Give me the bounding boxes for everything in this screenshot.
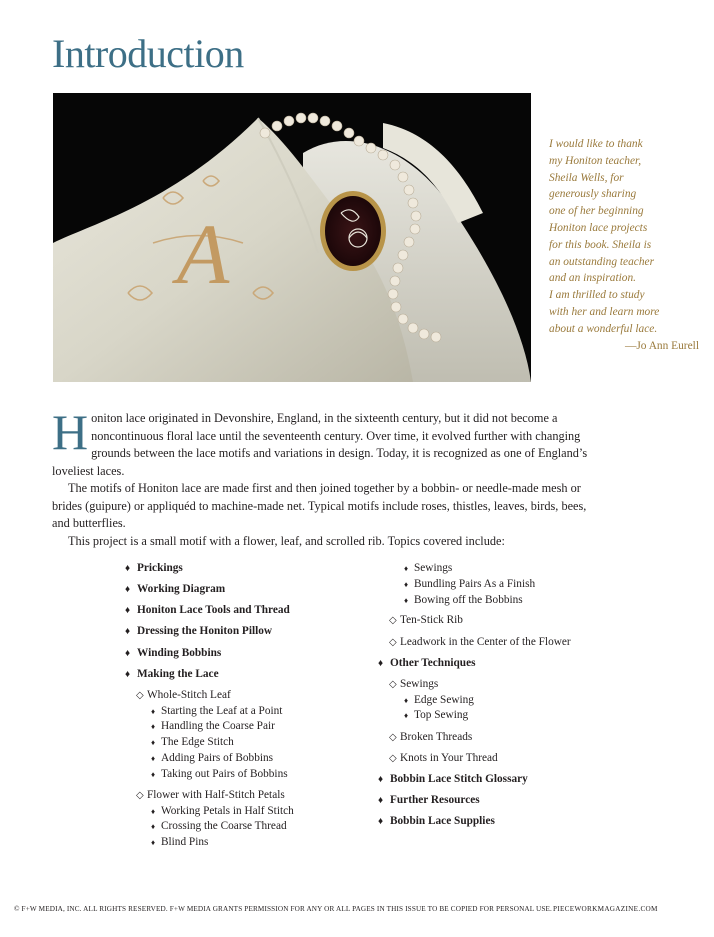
page-title: Introduction <box>52 31 244 76</box>
topic-label: Leadwork in the Center of the Flower <box>400 636 571 648</box>
quote-line: one of her beginning <box>549 205 644 218</box>
topic-label: Bobbin Lace Supplies <box>390 815 495 827</box>
topic-item <box>404 594 523 606</box>
website-link[interactable]: PIECEWORKMAGAZINE.COM <box>553 905 658 913</box>
diamond-bullet-icon: ♦ <box>125 584 131 595</box>
diamond-bullet-icon: ♦ <box>125 563 131 574</box>
topic-label: Working Diagram <box>137 583 226 595</box>
quote-line: and an inspiration. <box>549 272 637 285</box>
diamond-bullet-icon: ◇ <box>136 690 144 701</box>
diamond-bullet-icon: ♦ <box>125 669 131 680</box>
lace-handkerchief-photo <box>53 93 531 382</box>
topic-label: Bobbin Lace Stitch Glossary <box>390 773 528 785</box>
topic-label: Sewings <box>414 562 453 574</box>
topic-label: Further Resources <box>390 794 480 806</box>
topic-label: Taking out Pairs of Bobbins <box>161 768 288 780</box>
quote-line: generously sharing <box>549 188 637 201</box>
quote-line: Honiton lace projects <box>549 221 648 234</box>
topic-label: Starting the Leaf at a Point <box>161 705 283 717</box>
diamond-bullet-icon: ♦ <box>151 707 156 716</box>
topic-item <box>378 657 475 669</box>
quote-line: an outstanding teacher <box>549 255 655 268</box>
topic-label: Top Sewing <box>414 709 469 721</box>
topic-item <box>125 625 272 637</box>
diamond-bullet-icon: ◇ <box>389 637 397 648</box>
topic-item <box>378 773 528 785</box>
monogram-letter: A <box>176 206 230 302</box>
topic-label: Prickings <box>137 562 183 574</box>
topic-item <box>389 636 571 648</box>
topic-item <box>151 736 234 748</box>
topic-item <box>404 578 535 590</box>
diamond-bullet-icon: ♦ <box>151 770 156 779</box>
copyright-notice: © F+W MEDIA, INC. ALL RIGHTS RESERVED. F+W MEDIA GRANTS PERMISSION FOR ANY OR ALL PAGES IN THIS ISSUE TO BE COPIED FOR PERSONAL USE. <box>14 905 552 913</box>
topic-item <box>389 752 498 764</box>
topic-label: Ten-Stick Rib <box>400 614 463 626</box>
topic-label: Blind Pins <box>161 836 209 848</box>
topic-item <box>151 805 294 817</box>
diamond-bullet-icon: ♦ <box>151 722 156 731</box>
diamond-bullet-icon: ♦ <box>151 738 156 747</box>
diamond-bullet-icon: ♦ <box>378 816 384 827</box>
intro-paragraph-3: This project is a small motif with a flower, leaf, and scrolled rib. Topics covered include: <box>68 533 505 548</box>
diamond-bullet-icon: ♦ <box>378 774 384 785</box>
topic-label: Honiton Lace Tools and Thread <box>137 604 290 616</box>
diamond-bullet-icon: ♦ <box>378 795 384 806</box>
acknowledgement-quote <box>549 136 699 354</box>
topic-item <box>378 815 495 827</box>
intro-paragraph-1 <box>52 404 592 480</box>
topic-label: Sewings <box>400 678 439 690</box>
topic-item <box>125 583 225 595</box>
drop-cap: H <box>52 404 89 460</box>
topic-item <box>151 768 288 780</box>
topic-label: Whole-Stitch Leaf <box>147 689 231 701</box>
topic-label: Other Techniques <box>390 657 476 669</box>
topic-label: Edge Sewing <box>414 694 474 706</box>
diamond-bullet-icon: ♦ <box>125 605 131 616</box>
intro-paragraph-2: The motifs of Honiton lace are made first and then joined together by a bobbin- or needle-made mesh or brides (guipure) or appliquéd to machine-made net. Typical motifs include roses, thistles, leaves, birds, bees, and butterflies. <box>52 481 587 530</box>
topic-item <box>136 689 231 701</box>
topic-label: Crossing the Coarse Thread <box>161 820 287 832</box>
topic-item <box>151 820 287 832</box>
topic-item <box>125 562 183 574</box>
quote-line: for this book. Sheila is <box>549 238 652 251</box>
diamond-bullet-icon: ♦ <box>404 711 409 720</box>
quote-line: with her and learn more <box>549 305 660 318</box>
diamond-bullet-icon: ◇ <box>389 679 397 690</box>
quote-line: my Honiton teacher, <box>549 154 642 167</box>
topic-item <box>151 752 273 764</box>
topic-item <box>378 794 480 806</box>
quote-line: Sheila Wells, for <box>549 171 624 184</box>
topic-item <box>151 836 208 848</box>
topic-item <box>151 705 282 717</box>
diamond-bullet-icon: ♦ <box>125 648 131 659</box>
topic-item <box>404 694 474 706</box>
topic-label: Bowing off the Bobbins <box>414 594 523 606</box>
diamond-bullet-icon: ♦ <box>151 838 156 847</box>
topic-label: Flower with Half-Stitch Petals <box>147 789 285 801</box>
diamond-bullet-icon: ◇ <box>389 615 397 626</box>
topic-label: Knots in Your Thread <box>400 752 498 764</box>
quote-line: about a wonderful lace. <box>549 322 658 335</box>
diamond-bullet-icon: ◇ <box>136 790 144 801</box>
topic-item <box>389 614 463 626</box>
topic-label: Winding Bobbins <box>137 647 222 659</box>
topic-label: Making the Lace <box>137 668 219 680</box>
diamond-bullet-icon: ◇ <box>389 732 397 743</box>
diamond-bullet-icon: ♦ <box>378 658 384 669</box>
topic-item <box>151 720 275 732</box>
hero-photo <box>53 93 531 382</box>
topic-item <box>389 731 472 743</box>
topic-item <box>125 668 219 680</box>
topic-item <box>136 789 285 801</box>
diamond-bullet-icon: ♦ <box>404 564 409 573</box>
quote-line: I am thrilled to study <box>549 289 645 302</box>
topic-label: Bundling Pairs As a Finish <box>414 578 536 590</box>
topic-label: Broken Threads <box>400 731 473 743</box>
topic-item <box>125 647 221 659</box>
paragraph-text: oniton lace originated in Devonshire, England, in the sixteenth century, but it did not become a noncontinuous floral lace until the seventeenth century. Over time, it evolved further with changing grounds between the lace motifs and variations in design. Today, it is recognized as one of England’s loveliest laces. <box>52 411 588 478</box>
diamond-bullet-icon: ◇ <box>389 753 397 764</box>
diamond-bullet-icon: ♦ <box>404 596 409 605</box>
topic-item <box>404 562 452 574</box>
diamond-bullet-icon: ♦ <box>151 754 156 763</box>
diamond-bullet-icon: ♦ <box>125 626 131 637</box>
topic-item <box>125 604 290 616</box>
topic-label: The Edge Stitch <box>161 736 234 748</box>
topic-item <box>404 709 468 721</box>
intro-body <box>52 404 592 550</box>
diamond-bullet-icon: ♦ <box>404 580 409 589</box>
quote-signature: —Jo Ann Eurell <box>624 339 699 352</box>
diamond-bullet-icon: ♦ <box>404 696 409 705</box>
topic-label: Adding Pairs of Bobbins <box>161 752 274 764</box>
diamond-bullet-icon: ♦ <box>151 807 156 816</box>
diamond-bullet-icon: ♦ <box>151 822 156 831</box>
quote-line: I would like to thank <box>549 138 643 150</box>
topic-label: Dressing the Honiton Pillow <box>137 625 273 637</box>
topic-label: Working Petals in Half Stitch <box>161 805 294 817</box>
topic-label: Handling the Coarse Pair <box>161 720 275 732</box>
topic-item <box>389 678 438 690</box>
